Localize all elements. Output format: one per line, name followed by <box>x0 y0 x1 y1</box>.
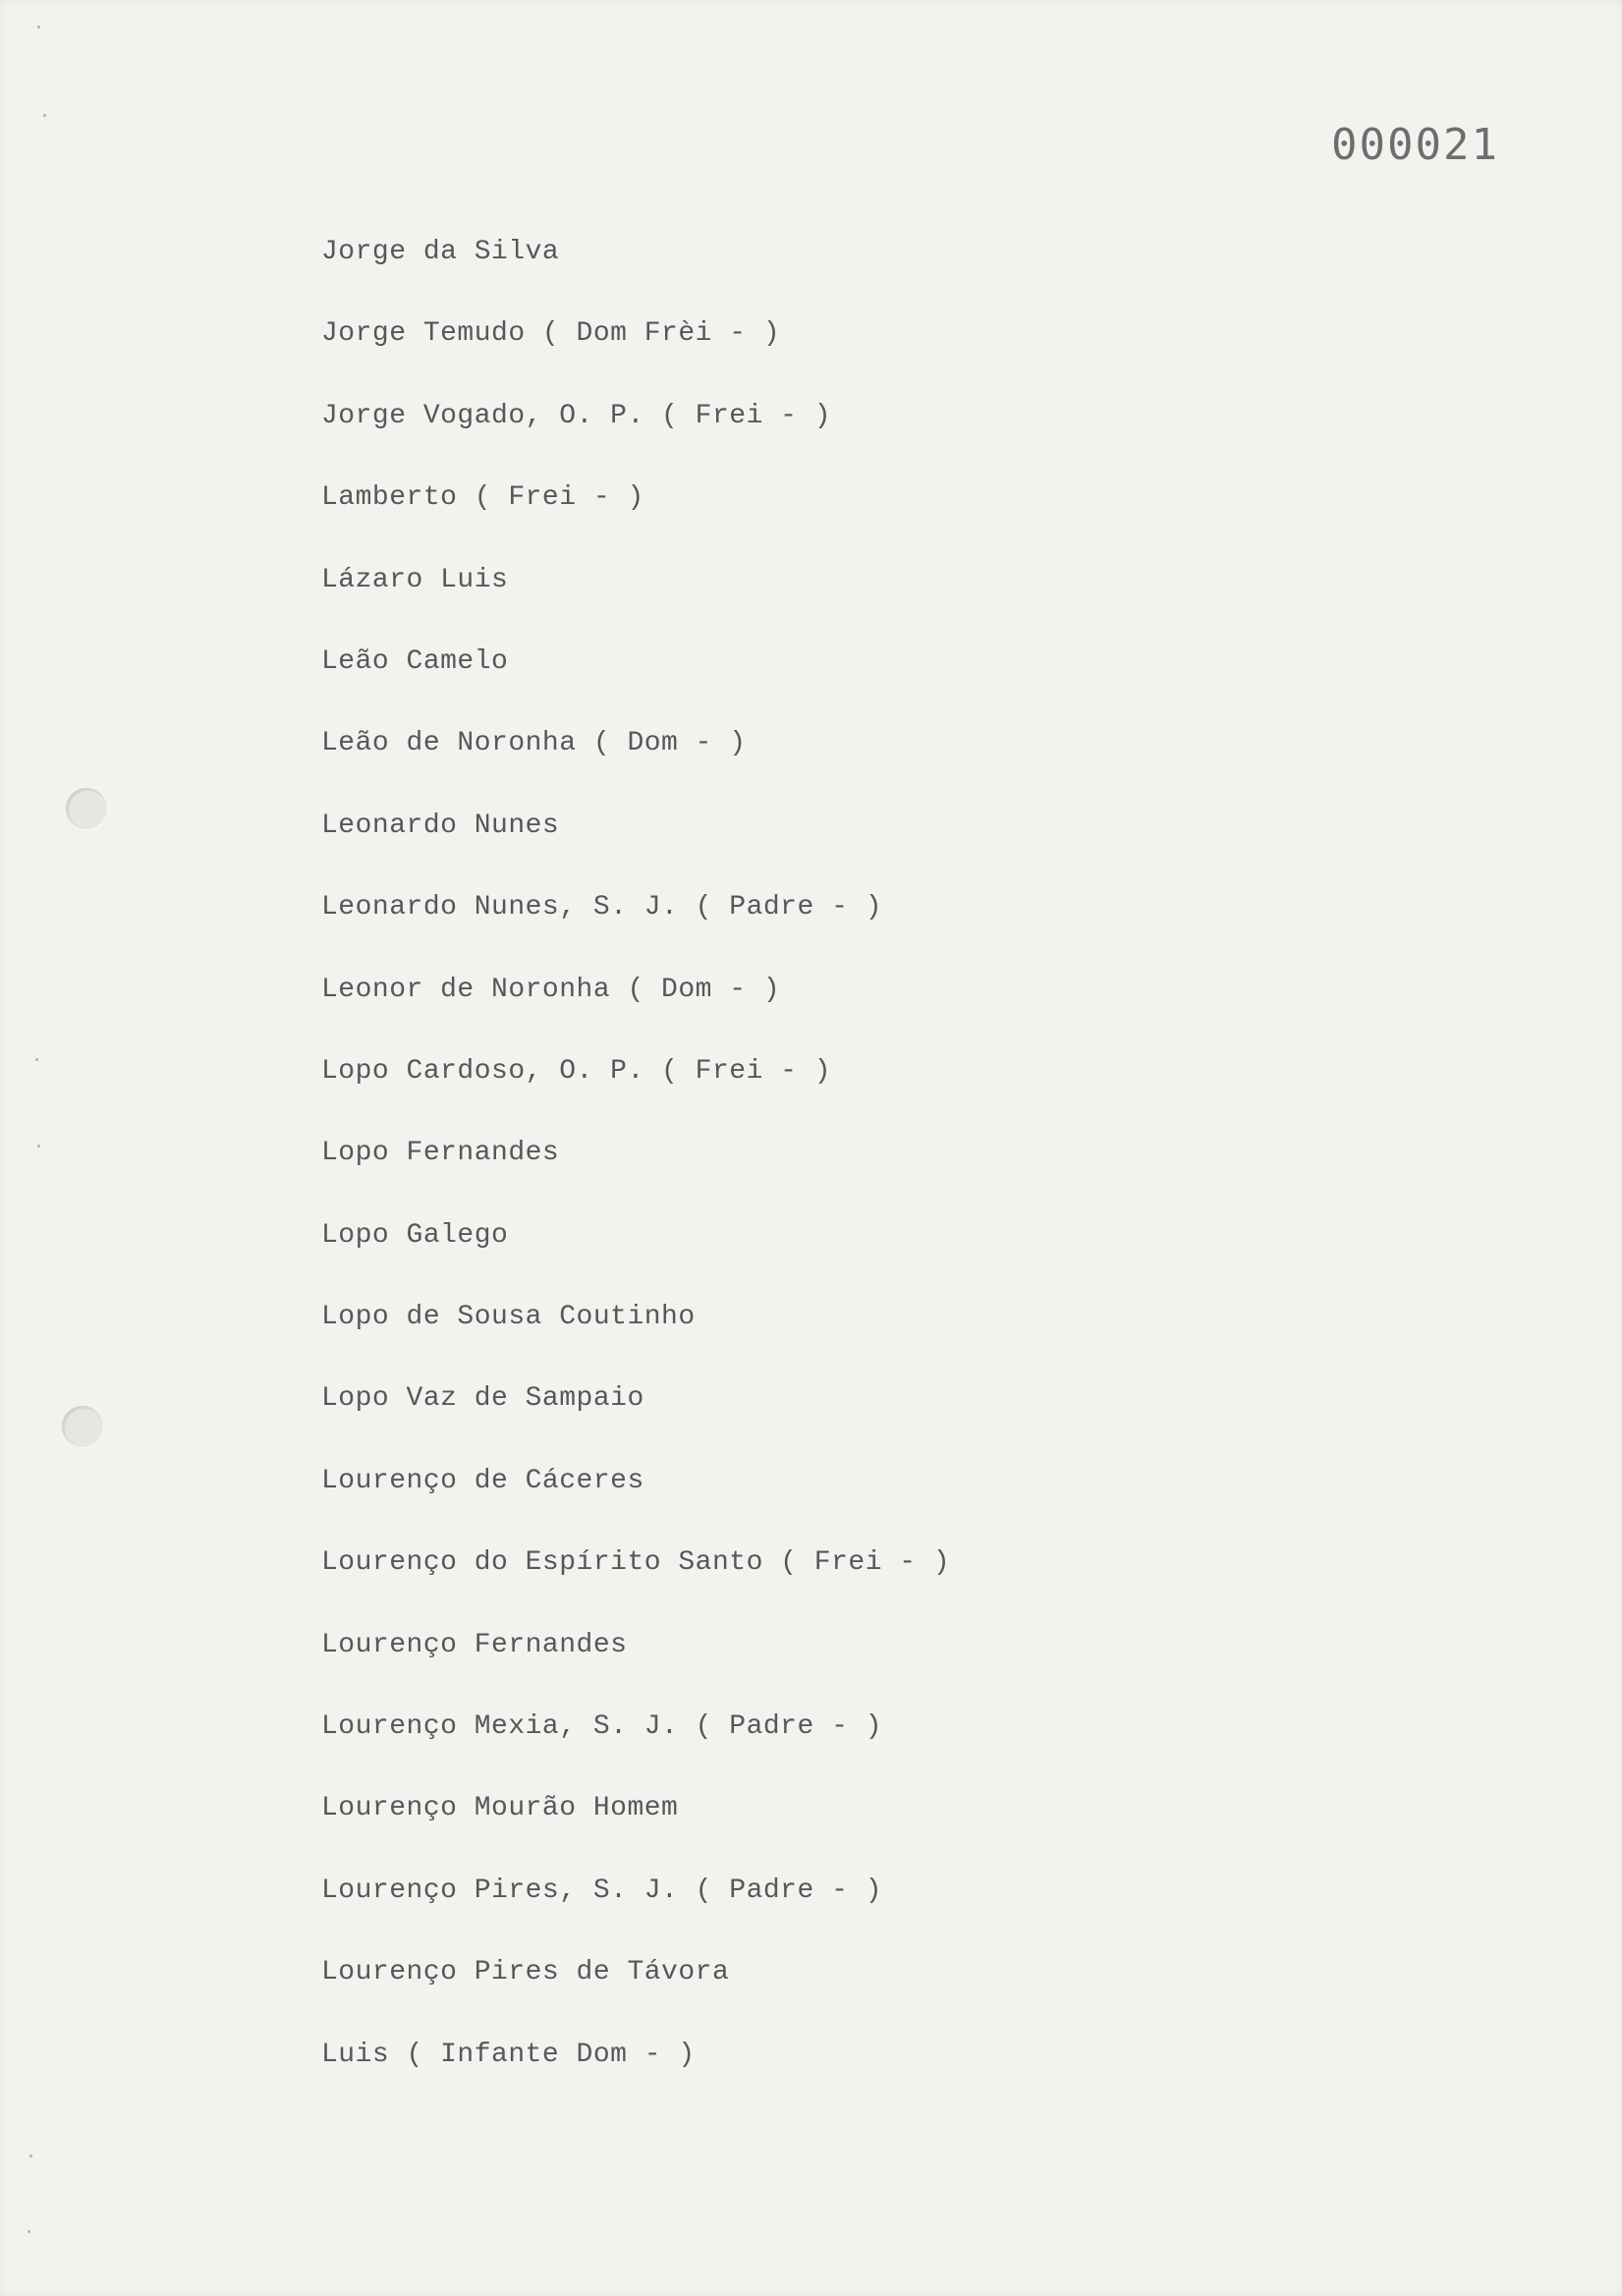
list-item: Lourenço de Cáceres <box>321 1465 644 1496</box>
paper-speck <box>37 1145 40 1148</box>
list-item: Luis ( Infante Dom - ) <box>321 2039 696 2070</box>
list-item: Leão de Noronha ( Dom - ) <box>321 728 747 759</box>
list-item: Leão Camelo <box>321 645 509 677</box>
page-number: 000021 <box>1331 120 1499 170</box>
list-item: Jorge da Silva <box>321 237 560 267</box>
list-item: Lopo Vaz de Sampaio <box>321 1383 644 1415</box>
list-item: Lamberto ( Frei - ) <box>321 482 644 514</box>
list-item: Lopo Galego <box>321 1219 509 1251</box>
list-item: Jorge Temudo ( Dom Frèi - ) <box>321 318 781 350</box>
punch-hole-bottom <box>62 1406 103 1447</box>
paper-speck <box>43 114 46 117</box>
list-item: Lourenço Fernandes <box>321 1629 628 1660</box>
list-item: Lopo Fernandes <box>321 1138 560 1169</box>
list-item: Lourenço Pires, S. J. ( Padre - ) <box>321 1875 882 1906</box>
list-item: Lopo de Sousa Coutinho <box>321 1302 696 1333</box>
list-item: Lopo Cardoso, O. P. ( Frei - ) <box>321 1055 832 1087</box>
paper-speck <box>35 1058 38 1061</box>
punch-hole-top <box>66 788 107 829</box>
list-item: Leonardo Nunes <box>321 810 560 841</box>
paper-speck <box>28 2230 30 2233</box>
list-item: Leonor de Noronha ( Dom - ) <box>321 974 781 1005</box>
list-item: Lourenço Pires de Távora <box>321 1957 730 1988</box>
list-item: Lourenço Mexia, S. J. ( Padre - ) <box>321 1711 882 1743</box>
list-item: Lázaro Luis <box>321 564 509 595</box>
list-item: Lourenço Mourão Homem <box>321 1793 679 1824</box>
list-item: Jorge Vogado, O. P. ( Frei - ) <box>321 400 832 431</box>
paper-speck <box>37 26 40 28</box>
list-item: Lourenço do Espírito Santo ( Frei - ) <box>321 1547 951 1579</box>
paper-speck <box>29 2155 32 2157</box>
list-item: Leonardo Nunes, S. J. ( Padre - ) <box>321 892 882 924</box>
name-list <box>321 232 950 2116</box>
